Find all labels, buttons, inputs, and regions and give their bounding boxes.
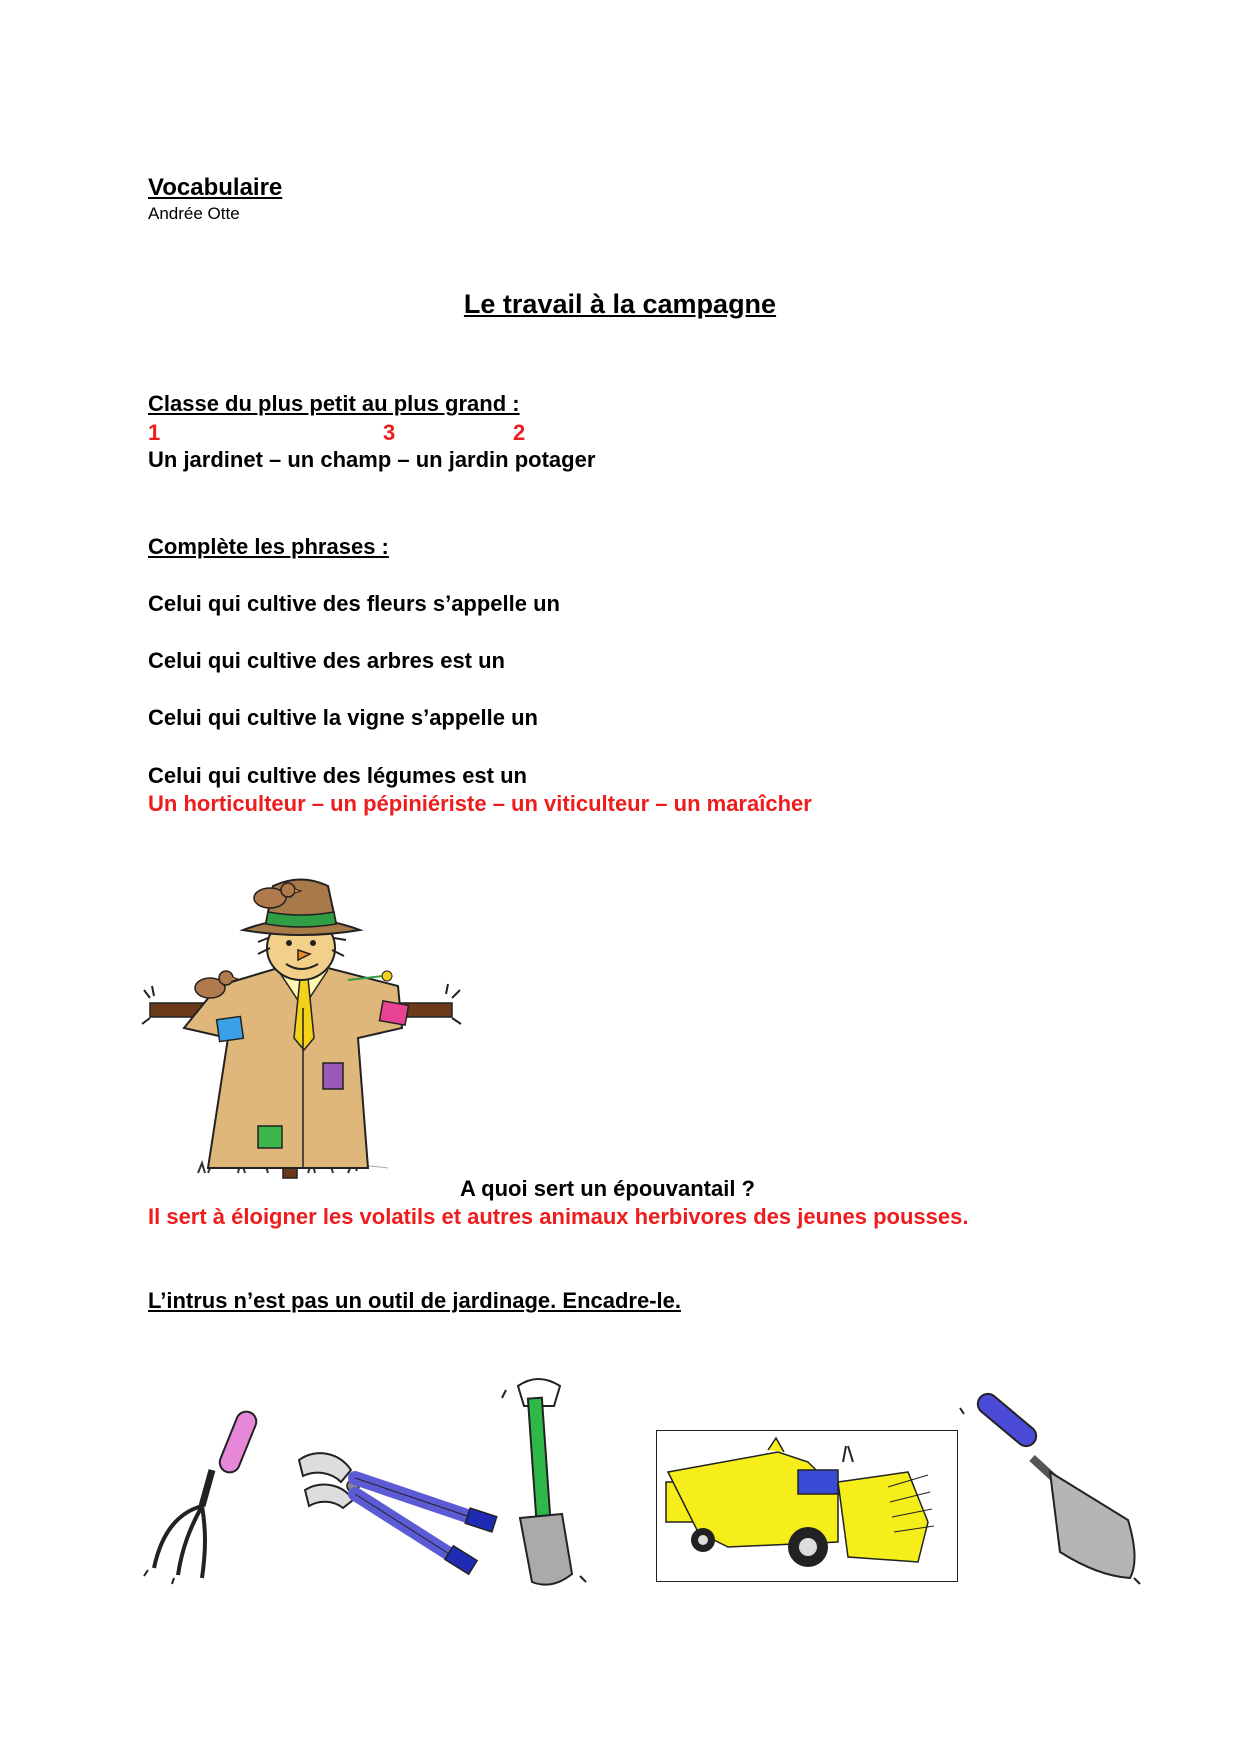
section-title: Vocabulaire xyxy=(148,174,283,201)
sentence-flowers: Celui qui cultive des fleurs s’appelle un xyxy=(148,591,560,616)
garden-words: Un jardinet – un champ – un jardin potager xyxy=(148,447,596,472)
exercise2-heading: Complète les phrases : xyxy=(148,534,389,559)
rank-answer-1: 1 xyxy=(148,420,161,445)
rank-answer-2: 3 xyxy=(383,420,396,445)
sentence-vine: Celui qui cultive la vigne s’appelle un xyxy=(148,705,538,730)
author: Andrée Otte xyxy=(148,204,240,223)
spade-icon xyxy=(498,1372,598,1592)
scarecrow-illustration xyxy=(148,868,458,1188)
scarecrow-answer: Il sert à éloigner les volatils et autres animaux herbivores des jeunes pousses. xyxy=(148,1204,969,1229)
exercise4-heading: L’intrus n’est pas un outil de jardinage. Encadre-le. xyxy=(148,1288,681,1313)
loppers-icon xyxy=(295,1440,505,1580)
combine-harvester-icon xyxy=(658,1432,956,1580)
scarecrow-question: A quoi sert un épouvantail ? xyxy=(460,1176,755,1201)
sentence-vegetables: Celui qui cultive des légumes est un xyxy=(148,763,527,788)
page-title: Le travail à la campagne xyxy=(463,289,777,319)
sentence-trees: Celui qui cultive des arbres est un xyxy=(148,648,505,673)
rank-answer-3: 2 xyxy=(513,420,526,445)
profession-answers: Un horticulteur – un pépiniériste – un viticulteur – un maraîcher xyxy=(148,791,812,816)
exercise1-heading: Classe du plus petit au plus grand : xyxy=(148,391,520,416)
trowel-icon xyxy=(958,1400,1148,1590)
hand-fork-icon xyxy=(140,1400,260,1590)
